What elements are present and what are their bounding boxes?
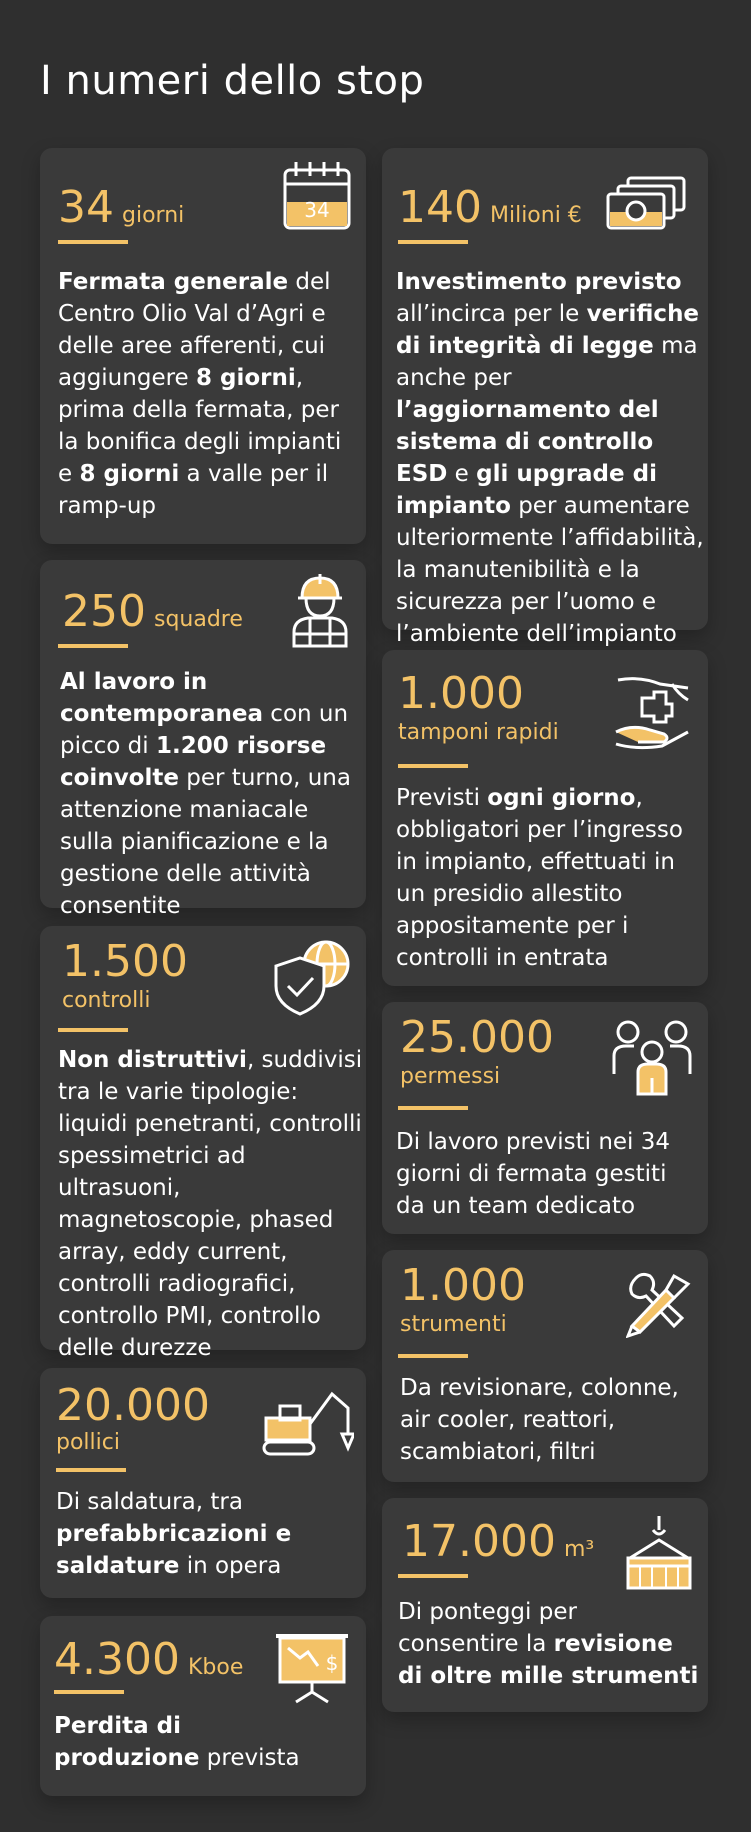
desc-bold: l’aggiornamento del sistema di controllo ESD [396, 397, 659, 487]
calendar-icon-text: 34 [304, 198, 330, 222]
desc-text: Da revisionare, colonne, air cooler, reattori, scambiatori, filtri [400, 1375, 679, 1465]
desc-bold: verifiche di integrità di legge [396, 301, 700, 359]
desc-text: Di saldatura, tra [56, 1489, 243, 1515]
desc-bold: Al lavoro in contemporanea [60, 669, 263, 727]
accent-underline [398, 1354, 468, 1358]
stat-description [400, 1372, 700, 1468]
desc-text: e [447, 461, 477, 487]
stat-description [398, 1596, 702, 1692]
desc-bold: Perdita di produzione [54, 1713, 200, 1771]
desc-bold: Fermata generale [58, 269, 289, 295]
desc-text: Previsti [396, 785, 488, 811]
stat-unit: strumenti [400, 1312, 507, 1337]
calendar-icon [282, 160, 352, 232]
desc-bold: gli upgrade di impianto [396, 461, 657, 519]
desc-bold: 1.200 risorse coinvolte [60, 733, 327, 791]
stat-description [54, 1710, 314, 1774]
stat-card-ponteggi [382, 1498, 708, 1712]
desc-text: in opera [179, 1553, 282, 1579]
desc-text: Di ponteggi per consentire la [398, 1599, 577, 1657]
accent-underline [56, 1468, 126, 1472]
stat-card-giorni [40, 148, 366, 544]
stat-number: 20.000 [56, 1380, 210, 1431]
desc-text: , obbligatori per l’ingresso in impianto, effettuati in un presidio allestito appositamente per i controlli in entrata [396, 785, 683, 971]
desc-text: per aumentare ulteriormente l’affidabilità, la manutenibilità e la sicurezza per l’uomo e l’ambiente dell’impianto [396, 493, 704, 647]
stat-description [396, 1126, 696, 1222]
stat-unit: pollici [56, 1430, 120, 1455]
desc-bold: Non distruttivi [58, 1047, 247, 1073]
stat-description [396, 782, 706, 974]
stat-card-kboe [40, 1616, 366, 1796]
stat-card-tamponi [382, 650, 708, 986]
worker-icon [290, 572, 350, 648]
desc-text: con un picco di [60, 701, 349, 759]
stat-unit: Milioni € [489, 203, 582, 228]
desc-text: a valle per il ramp-up [58, 461, 329, 519]
stat-description [60, 666, 360, 922]
stat-description [56, 1486, 356, 1582]
team-icon [612, 1018, 692, 1096]
stat-number: 1.500 [62, 936, 188, 987]
desc-text: del Centro Olio Val d’Agri e delle aree afferenti, cui aggiungere [58, 269, 331, 391]
stat-number: 250 [62, 586, 146, 637]
stat-unit: permessi [400, 1064, 501, 1089]
hands-medical-icon [612, 674, 692, 750]
stat-card-controlli [40, 926, 366, 1361]
presentation-chart-icon [274, 1630, 350, 1704]
excavator-icon [262, 1386, 354, 1456]
stat-number: 17.000 [402, 1516, 556, 1567]
accent-underline [398, 240, 468, 244]
stat-unit: tamponi rapidi [398, 720, 559, 745]
stat-number: 34 [58, 182, 114, 233]
stat-card-permessi [382, 1002, 708, 1234]
accent-underline [58, 1028, 128, 1032]
accent-underline [398, 1574, 468, 1578]
desc-text: , prima della fermata, per la bonifica degli impianti e [58, 365, 342, 487]
desc-text: per turno, una attenzione maniacale sulla pianificazione e la gestione delle attività consentite [60, 765, 351, 919]
svg-text:$: $ [325, 1651, 339, 1675]
stat-description [58, 1044, 363, 1364]
desc-bold: ogni giorno [487, 785, 636, 811]
desc-text: , suddivisi tra le varie tipologie: liquidi penetranti, controlli spessimetrici ad ultrasuoni, magnetoscopie, phased array, eddy current, controlli radiografici, controllo PMI, controllo delle durezze [58, 1047, 363, 1361]
desc-bold: 8 giorni [196, 365, 296, 391]
desc-text: prevista [199, 1745, 300, 1771]
accent-underline [398, 764, 468, 768]
desc-bold: Investimento previsto [396, 269, 682, 295]
stat-unit: controlli [62, 988, 151, 1013]
stat-unit: Kboe [187, 1655, 244, 1680]
stat-number: 1.000 [398, 668, 524, 719]
stat-description [58, 266, 358, 522]
stat-card-milioni [382, 148, 708, 647]
accent-underline [58, 644, 128, 648]
stat-card-strumenti [382, 1250, 708, 1482]
money-icon [606, 176, 688, 232]
desc-bold: revisione di oltre mille strumenti [398, 1631, 699, 1689]
desc-text: ma anche per [396, 333, 698, 391]
accent-underline [398, 1106, 468, 1110]
stat-description [396, 266, 706, 650]
crane-container-icon [624, 1514, 694, 1592]
stat-card-pollici [40, 1368, 366, 1598]
stat-unit: squadre [153, 607, 243, 632]
stat-number: 140 [398, 182, 482, 233]
desc-text: Di lavoro previsti nei 34 giorni di fermata gestiti da un team dedicato [396, 1129, 671, 1219]
stat-number: 25.000 [400, 1012, 554, 1063]
stat-number: 4.300 [54, 1634, 180, 1685]
stat-unit: m³ [563, 1537, 595, 1562]
stat-card-squadre [40, 560, 366, 919]
page-title: I numeri dello stop [40, 58, 425, 104]
stat-number: 1.000 [400, 1260, 526, 1311]
accent-underline [54, 1690, 124, 1694]
stat-unit: giorni [122, 203, 185, 228]
desc-bold: prefabbricazioni e saldature [56, 1521, 292, 1579]
accent-underline [58, 240, 128, 244]
shield-globe-icon [272, 938, 352, 1016]
desc-text: all’incirca per le [396, 301, 587, 327]
tools-icon [626, 1272, 692, 1338]
desc-bold: 8 giorni [79, 461, 180, 487]
